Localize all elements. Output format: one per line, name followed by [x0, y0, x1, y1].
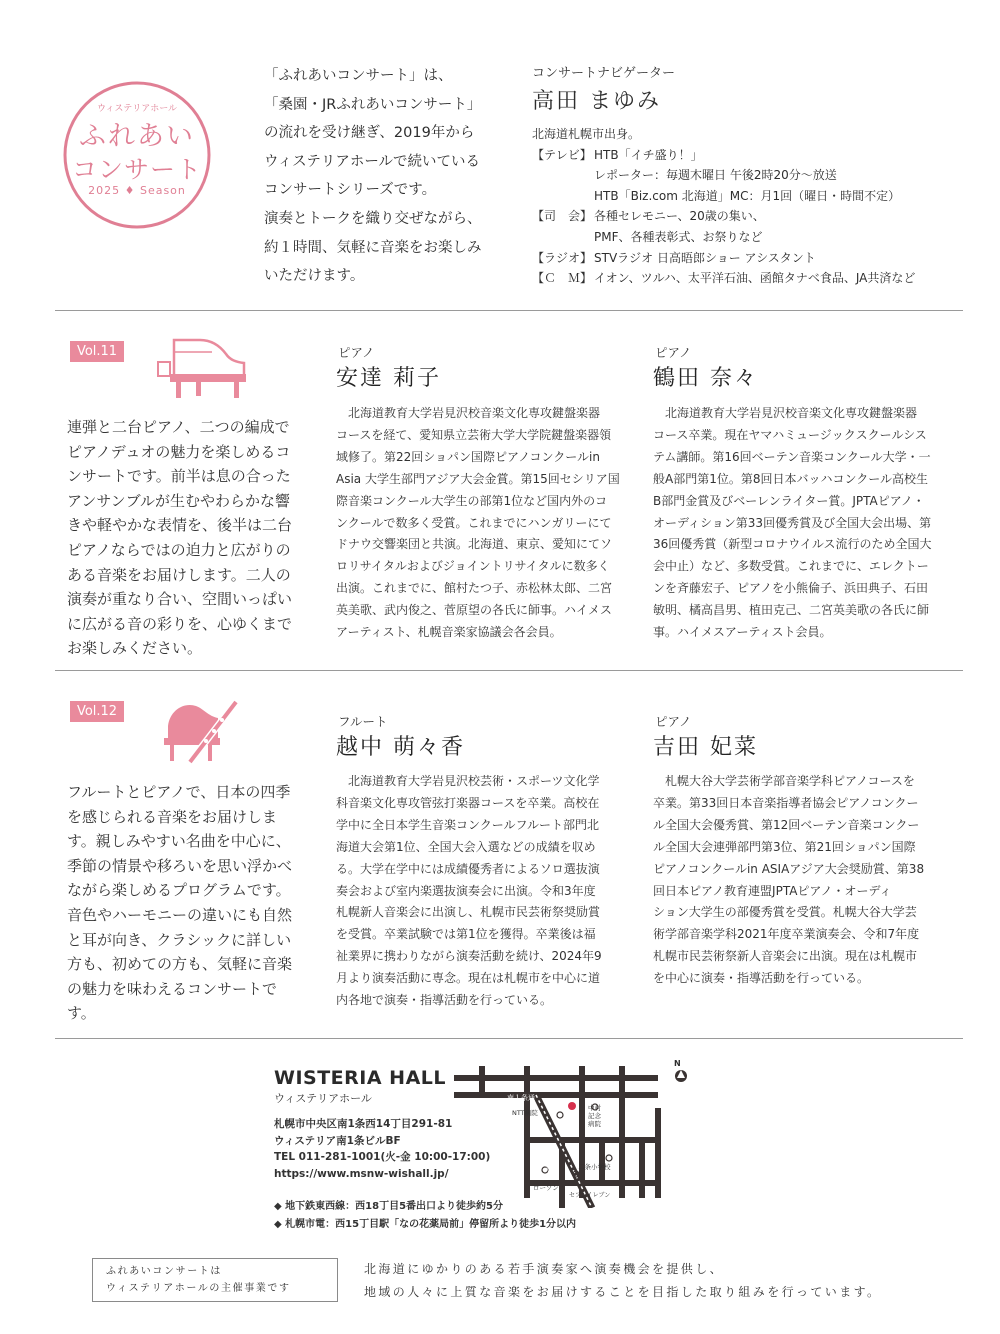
- bio-line: 事。ハイメスアーティスト会員。: [653, 625, 832, 640]
- bio-line: 奏会および室内楽選抜演奏会に出演。令和3年度: [336, 883, 596, 898]
- performer-bio: [336, 771, 602, 1012]
- description-line: を感じられる音楽をお届けしま: [67, 807, 278, 826]
- access-line: ◆ 地下鉄東西線：西18丁目5番出口より徒歩約5分: [274, 1201, 504, 1212]
- bio-line: る。大学在学中には成績優秀者によるソロ選抜演: [336, 861, 600, 876]
- bio-line: コースを経て、愛知県立芸術大学大学院鍵盤楽器領: [336, 427, 612, 442]
- section-divider: [55, 1038, 963, 1039]
- bio-line: 術学部音楽学科2021年度卒業演奏会、令和7年度: [653, 927, 920, 942]
- description-line: ピアノならではの迫力と広がりの: [67, 540, 291, 559]
- description-line: ンサートです。前半は息の合った: [67, 467, 291, 486]
- bio-line: 域修了。第22回ショパン国際ピアノコンクールin: [336, 449, 600, 464]
- profile-key: 【ラジオ】: [532, 250, 593, 265]
- bio-line: 出演。これまでに、館村たつ子、赤松林太郎、二宮: [336, 581, 613, 596]
- performer-bio: [336, 403, 620, 644]
- navigator-name: 高田 まゆみ: [532, 89, 661, 114]
- vol12-badge: Vol.12: [70, 701, 124, 722]
- access-line: ◆ 札幌市電：西15丁目駅「なの花薬局前」停留所より徒歩1分以内: [274, 1218, 577, 1230]
- intro-line: ウィステリアホールで続いている: [264, 153, 481, 170]
- description-line: きや軽やかな表情を、後半は二台: [67, 516, 293, 535]
- intro-text: [264, 62, 524, 291]
- map-label-lawson: ローソン: [533, 1184, 559, 1192]
- profile-key: 【Ｃ Ｍ】: [532, 271, 593, 286]
- organizer-box: [92, 1258, 338, 1302]
- performer-role: ピアノ: [655, 345, 692, 360]
- profile-value: PMF、各種表彰式、お祭りなど: [594, 229, 763, 244]
- profile-key: [532, 227, 594, 248]
- bio-line: 会中止）など、多数受賞。これまでに、エレクトー: [653, 559, 929, 574]
- profile-value: HTB「イチ盛り！」: [594, 147, 703, 162]
- intro-line: コンサートシリーズです。: [264, 182, 437, 199]
- logo-title-line2: コンサート: [71, 155, 202, 184]
- description-line: お楽しみください。: [67, 639, 203, 658]
- bio-line: 敏明、橘高昌男、植田克己、二宮英美歌の各氏に師: [653, 603, 930, 618]
- bio-line: アーティスト、札幌音楽家協議会各会員。: [336, 625, 562, 640]
- intro-line: の流れを受け継ぎ、2019年から: [264, 125, 475, 142]
- bio-line: 内各地で演奏・指導活動を行っている。: [336, 993, 553, 1008]
- hall-location-marker: [568, 1102, 576, 1110]
- description-line: す。親しみやすい名曲を中心に、: [67, 832, 291, 851]
- description-line: と耳が向き、クラシックに詳しい: [67, 930, 292, 949]
- description-line: アンサンブルが生むやわらかな響: [67, 491, 291, 510]
- profile-value: STVラジオ 日高晤郎ショー アシスタント: [594, 250, 816, 265]
- piano-flute-icon: [160, 696, 242, 766]
- profile-value: イオン、ツルハ、太平洋石油、函館タナベ食品、JA共済など: [594, 271, 916, 286]
- bio-line: ドナウ交響楽団と共演。北海道、東京、愛知にてソ: [336, 537, 613, 552]
- bio-line: オーディション第33回優秀賞及び全国大会出場、第: [653, 515, 932, 530]
- bio-line: 学中に全日本学生音楽コンクールフルート部門北: [336, 817, 600, 832]
- description-line: 演奏が重なり合い、空間いっぱい: [67, 590, 293, 609]
- map-label-seven: セブンイレブン: [569, 1192, 611, 1199]
- hall-title: WISTERIA HALL: [274, 1067, 446, 1089]
- vol11-description: [67, 415, 299, 661]
- bio-line: 卒業。第33回日本音楽指導者協会ピアノコンクー: [653, 795, 919, 810]
- description-line: ながら楽しめるプログラムです。: [67, 881, 291, 900]
- description-line: ある音楽をお届けします。二人の: [67, 565, 291, 584]
- bio-line: テム講師。第16回ベーテン音楽コンクール大学・一: [653, 449, 931, 464]
- map-streetcar-label: 市電線路: [536, 1150, 556, 1178]
- bio-line: ション大学生の部優秀賞を受賞。札幌大谷大学芸: [653, 905, 917, 920]
- description-line: 音色やハーモニーの違いにも自然: [67, 905, 293, 924]
- description-line: に広がる音の彩りを、心ゆくまで: [67, 614, 293, 633]
- footer-message: [364, 1258, 881, 1304]
- bio-line: 札幌大谷大学芸術学部音楽学科ピアノコースを: [653, 774, 915, 788]
- phone-line: TEL 011-281-1001(火-金 10:00-17:00): [274, 1151, 491, 1163]
- description-line: フルートとピアノで、日本の四季: [67, 783, 291, 801]
- navigator-profile: [532, 124, 915, 289]
- performer-name: 吉田 妃菜: [653, 735, 758, 760]
- organizer-line: ウィステリアホールの主催事業です: [106, 1283, 291, 1294]
- section-divider: [55, 310, 963, 311]
- bio-line: コース卒業。現在ヤマハミュージックスクールシス: [653, 427, 927, 442]
- section-divider: [55, 670, 963, 671]
- bio-line: 際音楽コンクール大学生の部第1位など国内外のコ: [336, 493, 608, 508]
- performer-bio: [653, 771, 924, 990]
- intro-line: 「ふれあいコンサート」は、: [264, 68, 453, 84]
- vol12-description: [67, 780, 299, 1026]
- concert-logo: [62, 80, 212, 230]
- bio-line: ンクールで数多く受賞。これまでにハンガリーにて: [336, 515, 612, 530]
- logo-hall-label: ウィステリアホール: [96, 104, 178, 114]
- description-line: 連弾と二台ピアノ、二つの編成で: [67, 418, 290, 436]
- profile-value: 各種セレモニー、20歳の集い、: [594, 209, 765, 224]
- logo-title-line1: ふれあい: [79, 121, 195, 152]
- map-street-label: 南１条通: [507, 1094, 535, 1102]
- vol11-badge: Vol.11: [70, 341, 124, 362]
- access-map: [452, 1058, 692, 1208]
- performer-name: 越中 萌々香: [336, 735, 465, 760]
- bio-line: ンを斉藤宏子、ピアノを小熊倫子、浜田典子、石田: [653, 581, 929, 596]
- bio-line: 科音楽文化専攻管弦打楽器コースを卒業。高校在: [336, 795, 600, 810]
- bio-line: を受賞。卒業試験では第1位を獲得。卒業後は福: [336, 927, 596, 942]
- map-label-ntt: NTT病院: [512, 1109, 538, 1117]
- performer-role: フルート: [338, 714, 388, 729]
- bio-line: 海道大会第1位、全国大会入選などの成績を収め: [336, 839, 596, 854]
- address-line: ウィステリア南1条ビルBF: [274, 1134, 401, 1147]
- footer-line: 地域の人々に上質な音楽をお届けすることを目指した取り組みを行っています。: [364, 1285, 882, 1299]
- description-line: 季節の情景や移ろいを思い浮かべ: [67, 856, 293, 875]
- footer-line: 北海道にゆかりのある若手演奏家へ演奏機会を提供し、: [364, 1262, 725, 1276]
- bio-line: 回日本ピアノ教育連盟JPTAピアノ・オーディ: [653, 883, 892, 898]
- profile-value: HTB「Biz.com 北海道」MC：月1回（曜日・時間不定）: [594, 188, 901, 203]
- organizer-line: ふれあいコンサートは: [106, 1266, 222, 1277]
- bio-line: 祉業界に携わりながら演奏活動を続け、2024年9: [336, 949, 602, 964]
- grand-piano-icon: [156, 336, 248, 402]
- bio-line: B部門金賞及びベーレンライター賞。JPTAピアノ・: [653, 493, 925, 508]
- description-line: の魅力を味わえるコンサートで: [67, 979, 278, 998]
- navigator-role: コンサートナビゲーター: [532, 66, 676, 81]
- profile-key: 【テレビ】: [532, 147, 592, 162]
- intro-line: 「桑園・JRふれあいコンサート」: [264, 96, 482, 113]
- intro-line: 約１時間、気軽に音楽をお楽しみ: [264, 239, 482, 256]
- performer-role: ピアノ: [655, 714, 692, 729]
- profile-key: [532, 165, 594, 186]
- logo-season: 2025 ♦ Season: [88, 184, 186, 197]
- map-label-nakamura: 中村記念病院: [588, 1104, 601, 1128]
- bio-line: 月より演奏活動に専念。現在は札幌市を中心に道: [336, 971, 601, 986]
- profile-key: [532, 186, 594, 207]
- website-link[interactable]: https://www.msnw-wishall.jp/: [274, 1167, 449, 1180]
- bio-line: ロリサイタルおよびジョイントリサイタルに数多く: [336, 559, 610, 574]
- bio-line: 北海道教育大学岩見沢校音楽文化専攻鍵盤楽器: [653, 406, 918, 420]
- bio-line: 般A部門第1位。第8回日本バッハコンクール高校生: [653, 471, 929, 486]
- profile-value: レポーター：毎週木曜日 午後2時20分～放送: [594, 168, 837, 183]
- bio-line: 札幌市民芸術祭新人音楽会に出演。現在は札幌市: [653, 949, 918, 964]
- bio-line: ピアノコンクールin ASIAアジア大会奨励賞、第38: [653, 861, 925, 876]
- performer-name: 安達 莉子: [336, 366, 441, 391]
- intro-line: いただけます。: [264, 268, 365, 285]
- bio-line: 英美歌、武内俊之、菅原望の各氏に師事。ハイメス: [336, 603, 612, 618]
- description-line: す。: [67, 1004, 96, 1023]
- profile-key: 【司 会】: [532, 209, 593, 224]
- intro-line: 演奏とトークを織り交ぜながら、: [264, 210, 482, 227]
- bio-line: 36回優秀賞（新型コロナウイルス流行のため全国大: [653, 537, 932, 552]
- bio-line: を中心に演奏・指導活動を行っている。: [653, 971, 870, 986]
- description-line: ピアノデュオの魅力を楽しめるコ: [67, 442, 291, 461]
- bio-line: ル全国大会連弾部門第3位、第21回ショパン国際: [653, 839, 916, 854]
- performer-bio: [653, 403, 932, 644]
- north-label: N: [674, 1059, 681, 1068]
- performer-role: ピアノ: [338, 345, 375, 360]
- bio-line: 北海道教育大学岩見沢校音楽文化専攻鍵盤楽器: [336, 406, 601, 420]
- performer-name: 鶴田 奈々: [653, 366, 758, 391]
- address-line: 札幌市中央区南1条西14丁目291-81: [274, 1118, 453, 1130]
- bio-line: 札幌新人音楽会に出演し、札幌市民芸術祭奨励賞: [336, 905, 601, 920]
- navigator-origin: 北海道札幌市出身。: [532, 127, 641, 141]
- map-label-school: 二条小学校: [578, 1163, 611, 1171]
- bio-line: 北海道教育大学岩見沢校芸術・スポーツ文化学: [336, 774, 600, 788]
- bio-line: ル全国大会優秀賞、第12回ベーテン音楽コンクー: [653, 817, 920, 832]
- bio-line: Asia 大学生部門アジア大会金賞。第15回セシリア国: [336, 471, 620, 486]
- description-line: 方も、初めての方も、気軽に音楽: [67, 955, 293, 974]
- hall-subtitle: ウィステリアホール: [274, 1092, 372, 1105]
